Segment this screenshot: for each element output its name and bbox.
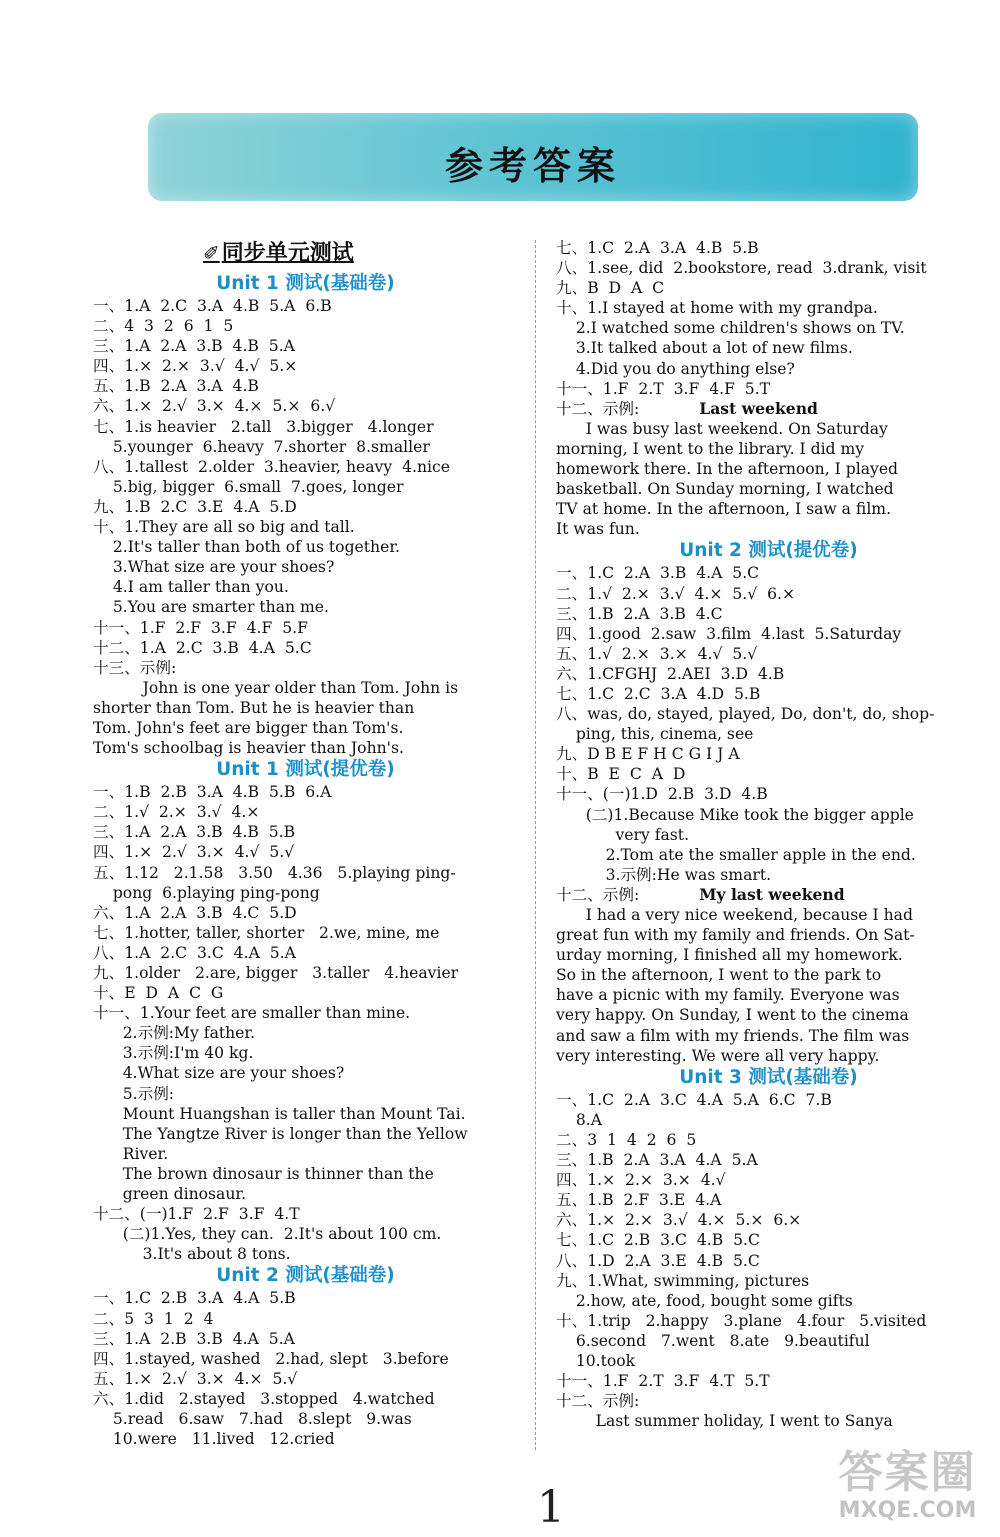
- unit1-advanced-title: Unit 1 测试(提优卷): [216, 759, 395, 781]
- answer-line: very interesting. We were all very happy.: [556, 1046, 880, 1065]
- answer-line: 2.示例:My father.: [93, 1024, 256, 1043]
- answer-line: The brown dinosaur is thinner than the: [93, 1164, 434, 1183]
- unit2-basic-answers-cont: [556, 238, 981, 399]
- unit1-basic-title: Unit 1 测试(基础卷): [216, 273, 395, 294]
- answer-line: and saw a film with my friends. The film was: [556, 1026, 910, 1045]
- answer-line: The Yangtze River is longer than the Yellow: [93, 1124, 468, 1143]
- answer-line: very happy. On Sunday, I went to the cinema: [556, 1006, 909, 1025]
- answer-line: 五、1.12 2.1.58 3.50 4.36 5.playing ping-: [93, 863, 456, 882]
- answer-line: 九、B D A C: [556, 279, 665, 298]
- answer-line: 3.示例:I'm 40 kg.: [93, 1044, 254, 1063]
- unit1-advanced-answers: [93, 782, 518, 1264]
- answer-line: 4.I am taller than you.: [93, 578, 289, 597]
- answer-line: 八、1.A 2.C 3.C 4.A 5.A: [93, 943, 296, 962]
- unit1-basic-essay: [93, 678, 518, 758]
- column-divider: [535, 240, 536, 1450]
- essay-title: Last weekend: [699, 398, 818, 418]
- answer-line: 三、1.A 2.A 3.B 4.B 5.A: [93, 337, 295, 356]
- answer-line: 一、1.C 2.A 3.B 4.A 5.C: [556, 564, 760, 583]
- unit2-advanced-essay: [556, 905, 981, 1066]
- answer-line: 十、E D A C G: [93, 984, 224, 1003]
- answer-line: 十一、(一)1.D 2.B 3.D 4.B: [556, 785, 768, 804]
- section-heading: [93, 238, 518, 270]
- answer-line: 四、1.good 2.saw 3.film 4.last 5.Saturday: [556, 624, 902, 643]
- answer-line: So in the afternoon, I went to the park to: [556, 966, 882, 985]
- answer-line: 2.I watched some children's shows on TV.: [556, 319, 905, 338]
- answer-line: 6.second 7.went 8.ate 9.beautiful: [556, 1331, 870, 1350]
- answer-line: 六、1.CFGHJ 2.AEI 3.D 4.B: [556, 664, 785, 683]
- answer-line: 七、1.hotter, taller, shorter 2.we, mine, me: [93, 923, 440, 942]
- answer-line: 五、1.B 2.A 3.A 4.B: [93, 377, 259, 396]
- answer-line: Tom. John's feet are bigger than Tom's.: [93, 718, 404, 737]
- answer-line: 五、1.B 2.F 3.E 4.A: [556, 1191, 722, 1210]
- answer-line: 五、1.× 2.√ 3.× 4.× 5.√: [93, 1369, 298, 1388]
- answer-line: 十、1.I stayed at home with my grandpa.: [556, 299, 878, 318]
- answer-line: 3.What size are your shoes?: [93, 558, 335, 577]
- answer-line: 二、1.√ 2.× 3.√ 4.× 5.√ 6.×: [556, 584, 796, 603]
- answer-line: 十三、示例:: [93, 658, 177, 677]
- answer-line: 5.read 6.saw 7.had 8.slept 9.was: [93, 1409, 412, 1428]
- answer-line: 十二、示例:: [556, 1392, 640, 1411]
- answer-line: 一、1.B 2.B 3.A 4.B 5.B 6.A: [93, 783, 332, 802]
- answer-line: 六、1.A 2.A 3.B 4.C 5.D: [93, 903, 297, 922]
- answer-line: 六、1.× 2.× 3.√ 4.× 5.× 6.×: [556, 1211, 802, 1230]
- answer-line: It was fun.: [556, 520, 640, 539]
- left-column: [93, 238, 518, 1449]
- answer-line: 5.You are smarter than me.: [93, 598, 329, 617]
- answer-line: 五、1.√ 2.× 3.× 4.√ 5.√: [556, 644, 758, 663]
- answer-line: ping, this, cinema, see: [556, 725, 754, 744]
- answer-line: 八、1.see, did 2.bookstore, read 3.drank, visit: [556, 259, 927, 278]
- unit2-basic-title: Unit 2 测试(基础卷): [216, 1265, 395, 1287]
- pen-icon: ✐: [203, 241, 220, 265]
- answer-line: shorter than Tom. But he is heavier than: [93, 698, 415, 717]
- answer-line: have a picnic with my family. Everyone was: [556, 986, 900, 1005]
- answer-line: 七、1.is heavier 2.tall 3.bigger 4.longer: [93, 417, 434, 436]
- answer-line: I was busy last weekend. On Saturday: [556, 419, 888, 438]
- answer-line: 十一、1.Your feet are smaller than mine.: [93, 1004, 411, 1023]
- essay-title: My last weekend: [699, 884, 845, 904]
- answer-line: 十一、1.F 2.T 3.F 4.F 5.T: [556, 379, 771, 398]
- unit2-advanced-answers: [556, 563, 981, 885]
- answer-line: 10.took: [556, 1351, 636, 1370]
- answer-line: 10.were 11.lived 12.cried: [93, 1430, 335, 1449]
- answer-line: 4.Did you do anything else?: [556, 359, 795, 378]
- answer-line: 一、1.C 2.A 3.C 4.A 5.A 6.C 7.B: [556, 1090, 832, 1109]
- answer-line: 5.younger 6.heavy 7.shorter 8.smaller: [93, 437, 430, 456]
- answer-line: Tom's schoolbag is heavier than John's.: [93, 739, 404, 758]
- unit2-advanced-title: Unit 2 测试(提优卷): [679, 540, 858, 562]
- answer-line: Last summer holiday, I went to Sanya: [556, 1412, 893, 1431]
- unit2-basic-essay: [556, 419, 981, 540]
- answer-line: 三、1.B 2.A 3.B 4.C: [556, 604, 723, 623]
- answer-line: Mount Huangshan is taller than Mount Tai.: [93, 1104, 466, 1123]
- unit3-basic-answers: [556, 1090, 981, 1432]
- answer-line: 四、1.× 2.√ 3.× 4.√ 5.√: [93, 843, 295, 862]
- answer-line: 二、4 3 2 6 1 5: [93, 317, 234, 336]
- answer-line: 九、D B E F H C G I J A: [556, 745, 740, 764]
- answer-line: 2.how, ate, food, bought some gifts: [556, 1291, 853, 1310]
- answer-line: 5.big, bigger 6.small 7.goes, longer: [93, 477, 404, 496]
- answer-line: 四、1.× 2.× 3.× 4.√: [556, 1171, 726, 1190]
- answer-line: 一、1.A 2.C 3.A 4.B 5.A 6.B: [93, 297, 332, 315]
- answer-line: 3.It talked about a lot of new films.: [556, 339, 853, 358]
- answer-line: 八、1.tallest 2.older 3.heavier, heavy 4.nice: [93, 457, 450, 476]
- answer-line: 三、1.B 2.A 3.A 4.A 5.A: [556, 1151, 758, 1170]
- answer-line: morning, I went to the library. I did my: [556, 439, 865, 458]
- answer-line: TV at home. In the afternoon, I saw a film.: [556, 500, 892, 519]
- essay-label-row: [556, 399, 981, 419]
- page-mark: 1: [537, 1482, 565, 1533]
- answer-line: 八、was, do, stayed, played, Do, don't, do, shop-: [556, 705, 935, 724]
- answer-line: 十一、1.F 2.T 3.F 4.T 5.T: [556, 1372, 770, 1391]
- answer-line: 一、1.C 2.B 3.A 4.A 5.B: [93, 1289, 296, 1308]
- answer-line: John is one year older than Tom. John is: [93, 678, 459, 697]
- answer-line: basketball. On Sunday morning, I watched: [556, 480, 894, 499]
- answer-line: 二、5 3 1 2 4: [93, 1309, 214, 1328]
- answer-line: 四、1.stayed, washed 2.had, slept 3.before: [93, 1349, 449, 1368]
- answer-line: 二、1.√ 2.× 3.√ 4.×: [93, 803, 260, 822]
- watermark-text: 答案圈: [838, 1447, 977, 1498]
- answer-line: 十一、1.F 2.F 3.F 4.F 5.F: [93, 618, 308, 637]
- answer-line: 2.Tom ate the smaller apple in the end.: [556, 845, 916, 864]
- answer-line: 2.It's taller than both of us together.: [93, 538, 401, 557]
- answer-line: 二、3 1 4 2 6 5: [556, 1130, 697, 1149]
- answer-line: 三、1.A 2.B 3.B 4.A 5.A: [93, 1329, 295, 1348]
- answer-line: 3.示例:He was smart.: [556, 865, 772, 884]
- answer-line: I had a very nice weekend, because I had: [556, 906, 913, 924]
- answer-line: 九、1.older 2.are, bigger 3.taller 4.heavier: [93, 964, 459, 982]
- answer-line: 三、1.A 2.A 3.B 4.B 5.B: [93, 823, 296, 842]
- answer-line: 九、1.What, swimming, pictures: [556, 1271, 810, 1290]
- answer-line: pong 6.playing ping-pong: [93, 883, 320, 902]
- essay-label: 十二、示例:: [556, 885, 640, 904]
- answer-line: (二)1.Because Mike took the bigger apple: [556, 805, 914, 824]
- answer-line: very fast.: [556, 825, 690, 844]
- answer-line: 九、1.B 2.C 3.E 4.A 5.D: [93, 497, 297, 516]
- answer-line: 七、1.C 2.A 3.A 4.B 5.B: [556, 239, 759, 257]
- answer-line: 六、1.× 2.√ 3.× 4.× 5.× 6.√: [93, 397, 336, 416]
- essay-label: 十二、示例:: [556, 399, 640, 418]
- answer-line: River.: [93, 1144, 169, 1163]
- answer-line: 七、1.C 2.C 3.A 4.D 5.B: [556, 684, 761, 703]
- answer-line: 4.What size are your shoes?: [93, 1064, 345, 1083]
- right-column: [556, 238, 981, 1431]
- answer-line: homework there. In the afternoon, I played: [556, 460, 899, 479]
- answer-line: 5.示例:: [93, 1084, 175, 1103]
- answer-line: great fun with my family and friends. On Sat-: [556, 926, 915, 945]
- watermark-url: MXQE.COM: [838, 1498, 977, 1523]
- answer-line: (二)1.Yes, they can. 2.It's about 100 cm.: [93, 1225, 442, 1244]
- page-title: 参考答案: [444, 144, 621, 188]
- unit2-basic-answers: [93, 1288, 518, 1449]
- essay-label-row: [556, 885, 981, 905]
- answer-line: 十、B E C A D: [556, 765, 686, 784]
- section-title-text: 同步单元测试: [221, 241, 354, 266]
- answer-line: 十、1.They are all so big and tall.: [93, 518, 355, 537]
- unit1-basic-answers: [93, 296, 518, 678]
- answer-line: 七、1.C 2.B 3.C 4.B 5.C: [556, 1231, 760, 1250]
- answer-line: 十二、(一)1.F 2.F 3.F 4.T: [93, 1205, 300, 1224]
- answer-line: 十、1.trip 2.happy 3.plane 4.four 5.visited: [556, 1311, 927, 1330]
- answer-line: urday morning, I finished all my homework.: [556, 946, 903, 965]
- unit3-basic-title: Unit 3 测试(基础卷): [679, 1066, 858, 1088]
- header-banner: [148, 113, 918, 201]
- answer-line: 3.It's about 8 tons.: [93, 1245, 291, 1264]
- answer-line: green dinosaur.: [93, 1185, 247, 1204]
- answer-line: 六、1.did 2.stayed 3.stopped 4.watched: [93, 1389, 435, 1408]
- watermark-logo: [820, 1448, 995, 1533]
- answer-line: 十二、1.A 2.C 3.B 4.A 5.C: [93, 638, 312, 657]
- answer-line: 8.A: [556, 1110, 602, 1129]
- answer-line: 四、1.× 2.× 3.√ 4.√ 5.×: [93, 357, 298, 376]
- answer-line: 八、1.D 2.A 3.E 4.B 5.C: [556, 1251, 760, 1270]
